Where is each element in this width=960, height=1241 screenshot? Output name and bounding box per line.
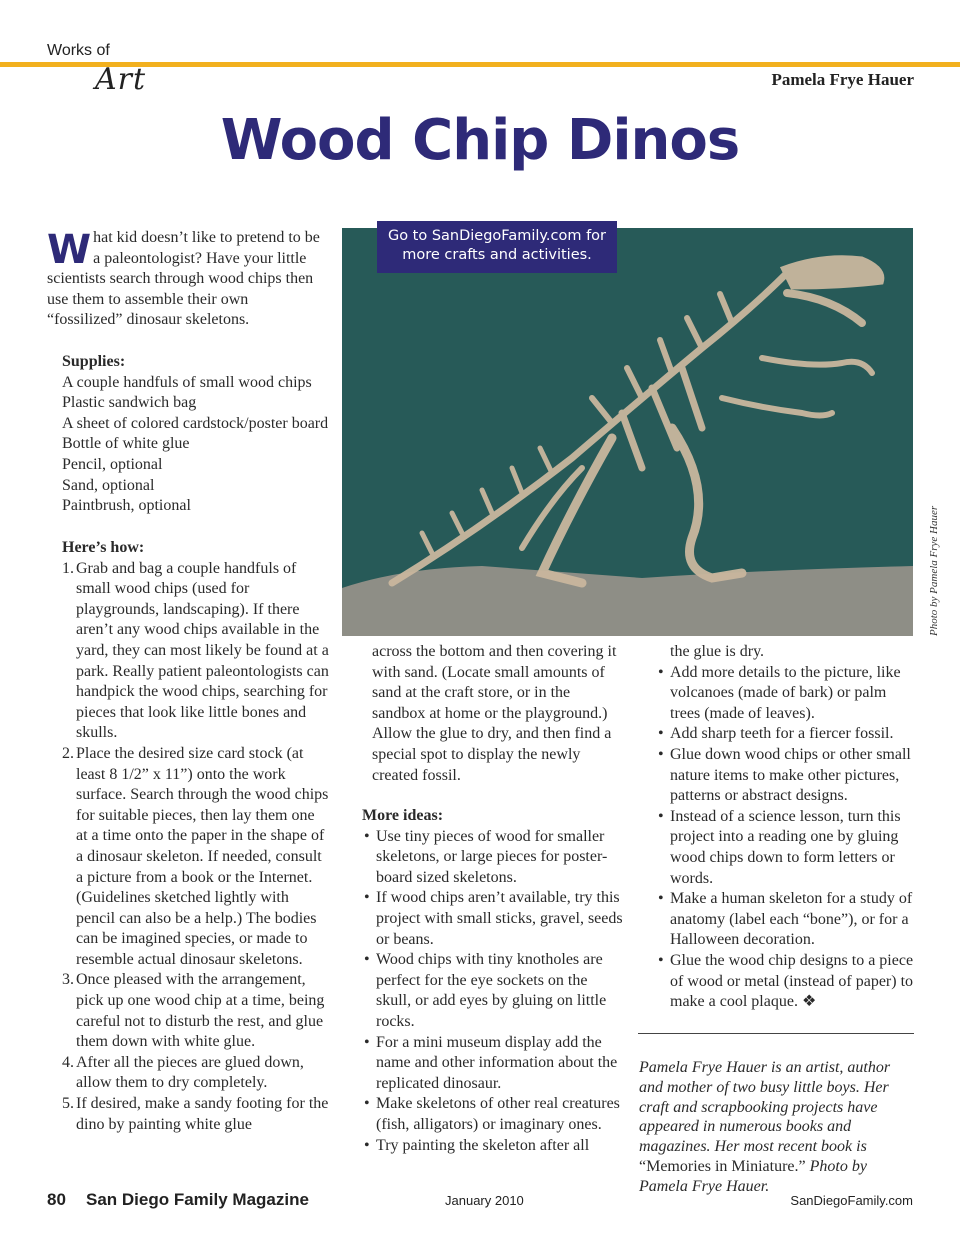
photo-credit: Photo by Pamela Frye Hauer bbox=[928, 505, 940, 636]
howto-steps bbox=[62, 559, 330, 1136]
promo-line: Go to SanDiegoFamily.com for bbox=[387, 228, 607, 244]
wood-chip-skeleton-illustration bbox=[342, 228, 913, 636]
col3-continuation: the glue is dry. bbox=[670, 643, 765, 660]
supply-item: Plastic sandwich bag bbox=[62, 394, 197, 412]
howto-step bbox=[62, 559, 330, 744]
idea-item: • Make skeletons of other real creatures (fish, alligators) or imaginary ones. bbox=[362, 1094, 624, 1135]
ideas-list bbox=[362, 827, 624, 1157]
supply-item: Bottle of white glue bbox=[62, 435, 190, 453]
supply-item: Sand, optional bbox=[62, 476, 155, 494]
idea-item: • For a mini museum display add the name and other information about the replicated dinosaur. bbox=[362, 1033, 624, 1095]
howto-step bbox=[62, 744, 330, 971]
promo-line: more crafts and activities. bbox=[402, 247, 592, 263]
website-link[interactable]: SanDiegoFamily.com bbox=[790, 1193, 913, 1208]
section-script-title: Art bbox=[95, 62, 147, 97]
idea-item: • Use tiny pieces of wood for smaller skeletons, or large pieces for poster-board sized skeletons. bbox=[362, 827, 624, 889]
step-text: If desired, make a sandy footing for the dino by painting white glue bbox=[76, 1095, 329, 1133]
howto-step bbox=[62, 1053, 330, 1094]
step-text: Once pleased with the arrangement, pick up one wood chip at a time, being careful not to disturb the rest, and glue them down with white glue. bbox=[76, 971, 325, 1051]
supply-item: A sheet of colored cardstock/poster board bbox=[62, 414, 329, 432]
step-number: 4. bbox=[62, 1053, 74, 1071]
magazine-name: San Diego Family Magazine bbox=[86, 1190, 309, 1209]
section-label: Works of bbox=[47, 42, 110, 59]
author-bio bbox=[639, 1058, 917, 1197]
supplies-section bbox=[62, 352, 332, 517]
idea-item: • Make a human skeleton for a study of anatomy (label each “bone”), or for a Halloween decoration. bbox=[656, 889, 918, 951]
col2-continuation: across the bottom and then covering it with sand. (Locate small amounts of sand at the craft store, or in the sandbox at home or the playground.) Allow the glue to dry, and then find a special spot to display the newly created fossil. bbox=[372, 643, 617, 784]
bio-photo-credit: Photo by Pamela Frye Hauer. bbox=[639, 1157, 867, 1195]
article-title: Wood Chip Dinos bbox=[220, 108, 740, 173]
howto-heading: Here’s how: bbox=[62, 539, 145, 556]
supply-item: Paintbrush, optional bbox=[62, 497, 191, 515]
supply-item: Pencil, optional bbox=[62, 455, 163, 473]
issue-date: January 2010 bbox=[445, 1193, 524, 1208]
supplies-heading: Supplies: bbox=[62, 353, 126, 370]
idea-item: • If wood chips aren’t available, try this project with small sticks, gravel, seeds or beans. bbox=[362, 888, 624, 950]
step-number: 3. bbox=[62, 971, 74, 989]
idea-item: • Glue down wood chips or other small nature items to make other pictures, patterns or abstract designs. bbox=[656, 745, 918, 807]
step-number: 5. bbox=[62, 1095, 74, 1113]
dinosaur-photo bbox=[342, 228, 913, 636]
drop-cap: W bbox=[47, 227, 92, 273]
page-number: 80 bbox=[47, 1190, 66, 1209]
step-text: After all the pieces are glued down, allow them to dry completely. bbox=[76, 1053, 304, 1092]
idea-item: • Add more details to the picture, like volcanoes (made of bark) or palm trees (made of leaves). bbox=[656, 663, 918, 725]
promo-box[interactable] bbox=[377, 221, 617, 273]
intro-paragraph bbox=[47, 228, 327, 331]
howto-step bbox=[62, 970, 330, 1052]
author-byline: Pamela Frye Hauer bbox=[771, 70, 914, 89]
step-text: Grab and bag a couple handfuls of small wood chips (used for playgrounds, landscaping). If there aren’t any wood chips available in the yard, they can most likely be found at a park. Really patient paleontologists can handpick the wood chips, searching for pieces that look like little bones and skulls. bbox=[76, 559, 329, 742]
howto-step bbox=[62, 1094, 330, 1135]
bio-divider bbox=[638, 1033, 914, 1034]
idea-item: • Add sharp teeth for a fiercer fossil. bbox=[656, 724, 918, 745]
more-ideas-section bbox=[362, 806, 624, 1156]
step-number: 1. bbox=[62, 559, 74, 577]
bio-text: Pamela Frye Hauer is an artist, author and mother of two busy little boys. Her craft and scrapbooking projects have appeared in numerous books and magazines. Her most recent book is bbox=[639, 1059, 891, 1156]
idea-item: • Instead of a science lesson, turn this project into a reading one by gluing wood chips down to form letters or words. bbox=[656, 807, 918, 889]
more-ideas-heading: More ideas: bbox=[362, 807, 444, 824]
step-text: Place the desired size card stock (at least 8 1/2” x 11”) onto the work surface. Search through the wood chips for suitable pieces, then lay them one at a time onto the paper in the shape of a dinosaur skeleton. If needed, consult a picture from a book or the Internet. (Guidelines sketched lightly with pencil can also be a help.) The bodies can be imagined species, or made to resemble actual dinosaur skeletons. bbox=[76, 744, 329, 968]
supply-item: A couple handfuls of small wood chips bbox=[62, 373, 312, 391]
intro-text: hat kid doesn’t like to pretend to be a paleontologist? Have your little scientists search through wood chips then use them to assemble their own “fossilized” dinosaur skeletons. bbox=[47, 229, 320, 329]
howto-section bbox=[62, 538, 330, 1135]
step-number: 2. bbox=[62, 744, 74, 762]
idea-item: • Try painting the skeleton after all bbox=[362, 1136, 624, 1157]
col3-section bbox=[656, 642, 918, 1013]
ideas-list bbox=[656, 663, 918, 1013]
bio-book-title: “Memories in Miniature.” bbox=[639, 1157, 806, 1175]
idea-item: • Wood chips with tiny knotholes are perfect for the eye sockets on the skull, or add eyes by gluing on little rocks. bbox=[362, 950, 624, 1032]
idea-item: • Glue the wood chip designs to a piece of wood or metal (instead of paper) to make a cool plaque. ❖ bbox=[656, 951, 918, 1013]
